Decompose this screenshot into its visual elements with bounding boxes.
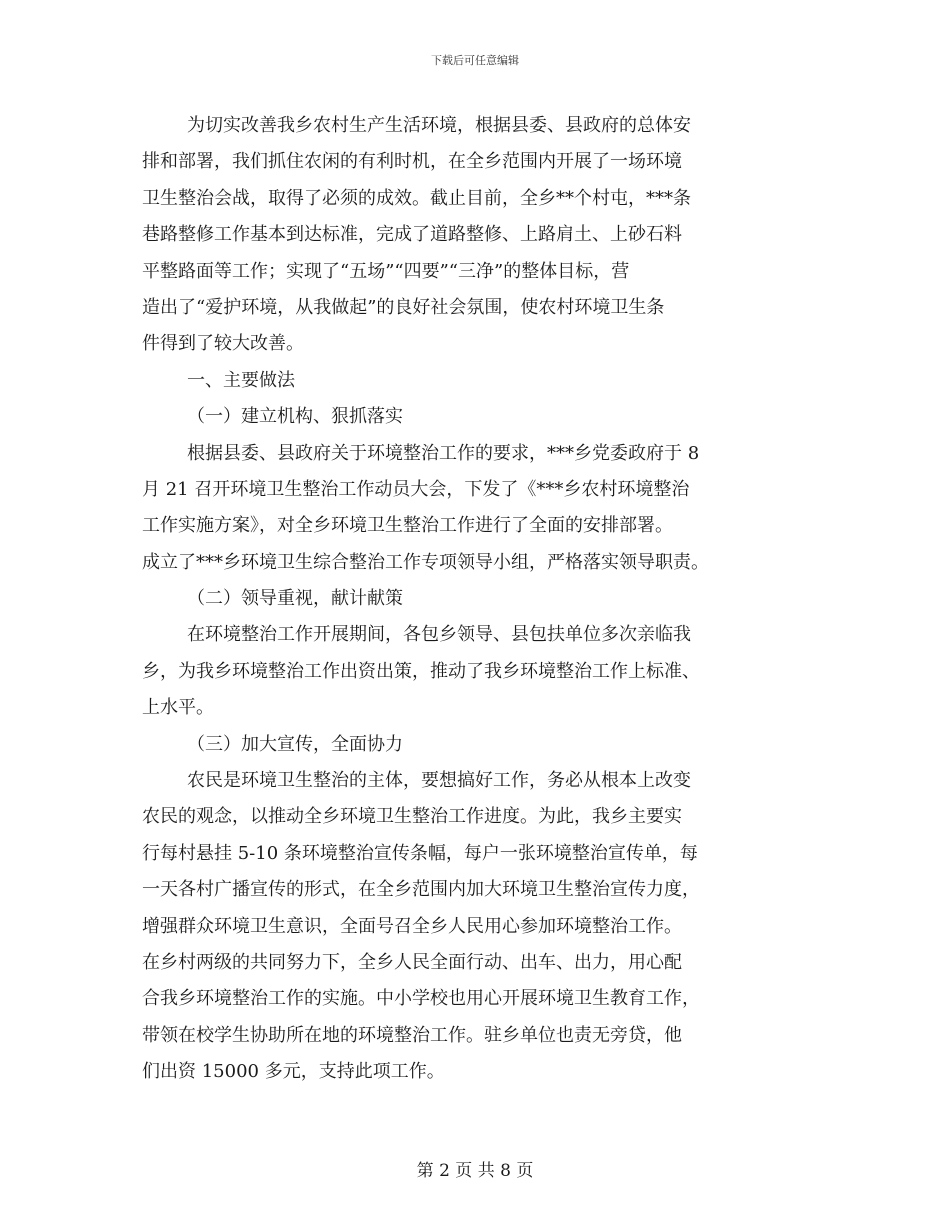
- text-line: 巷路整修工作基本到达标准，完成了道路整修、上路肩土、上砂石料: [142, 224, 682, 246]
- text-line: 一、主要做法: [187, 369, 295, 391]
- text-line: 在乡村两级的共同努力下，全乡人民全面行动、出车、出力，用心配: [142, 951, 682, 973]
- text-line: 上水平。: [142, 697, 214, 719]
- text-line: 带领在校学生协助所在地的环境整治工作。驻乡单位也责无旁贷，他: [142, 1024, 682, 1046]
- document-body: [142, 108, 810, 1091]
- text-line: （一）建立机构、狠抓落实: [187, 406, 403, 428]
- text-line: 合我乡环境整治工作的实施。中小学校也用心开展环境卫生教育工作，: [142, 988, 700, 1010]
- text-line: 农民是环境卫生整治的主体，要想搞好工作，务必从根本上改变: [187, 770, 691, 792]
- text-line: 月 21 召开环境卫生整治工作动员大会，下发了《***乡农村环境整治: [142, 478, 690, 500]
- text-line: 卫生整治会战，取得了必须的成效。截止目前，全乡**个村屯，***条: [142, 187, 691, 209]
- text-line: 在环境整治工作开展期间，各包乡领导、县包扶单位多次亲临我: [187, 624, 691, 646]
- text-line: 成立了***乡环境卫生综合整治工作专项领导小组，严格落实领导职责。: [142, 551, 709, 573]
- text-line: 排和部署，我们抓住农闲的有利时机，在全乡范围内开展了一场环境: [142, 151, 682, 173]
- text-line: 行每村悬挂 5-10 条环境整治宣传条幅，每户一张环境整治宣传单，每: [142, 842, 698, 864]
- page-number-footer: 第 2 页 共 8 页: [416, 1161, 534, 1181]
- text-line: （二）领导重视，献计献策: [187, 588, 403, 610]
- text-line: 工作实施方案》，对全乡环境卫生整治工作进行了全面的安排部署。: [142, 515, 673, 537]
- text-line: 根据县委、县政府关于环境整治工作的要求，***乡党委政府于 8: [187, 442, 700, 464]
- text-line: 平整路面等工作；实现了“五场”“四要”“三净”的整体目标，营: [142, 260, 630, 282]
- text-line: 农民的观念，以推动全乡环境卫生整治工作进度。为此，我乡主要实: [142, 806, 682, 828]
- text-line: 造出了“爱护环境，从我做起”的良好社会氛围，使农村环境卫生条: [142, 296, 665, 318]
- text-line: （三）加大宣传，全面协力: [187, 733, 403, 755]
- text-line: 一天各村广播宣传的形式，在全乡范围内加大环境卫生整治宣传力度，: [142, 879, 700, 901]
- text-line: 们出资 15000 多元，支持此项工作。: [142, 1061, 445, 1083]
- text-line: 件得到了较大改善。: [142, 333, 304, 355]
- text-line: 为切实改善我乡农村生产生活环境，根据县委、县政府的总体安: [187, 115, 691, 136]
- text-line: 乡，为我乡环境整治工作出资出策，推动了我乡环境整治工作上标准、: [142, 660, 700, 682]
- text-line: 增强群众环境卫生意识，全面号召全乡人民用心参加环境整治工作。: [142, 915, 682, 937]
- header-note: 下载后可任意编辑: [431, 54, 519, 67]
